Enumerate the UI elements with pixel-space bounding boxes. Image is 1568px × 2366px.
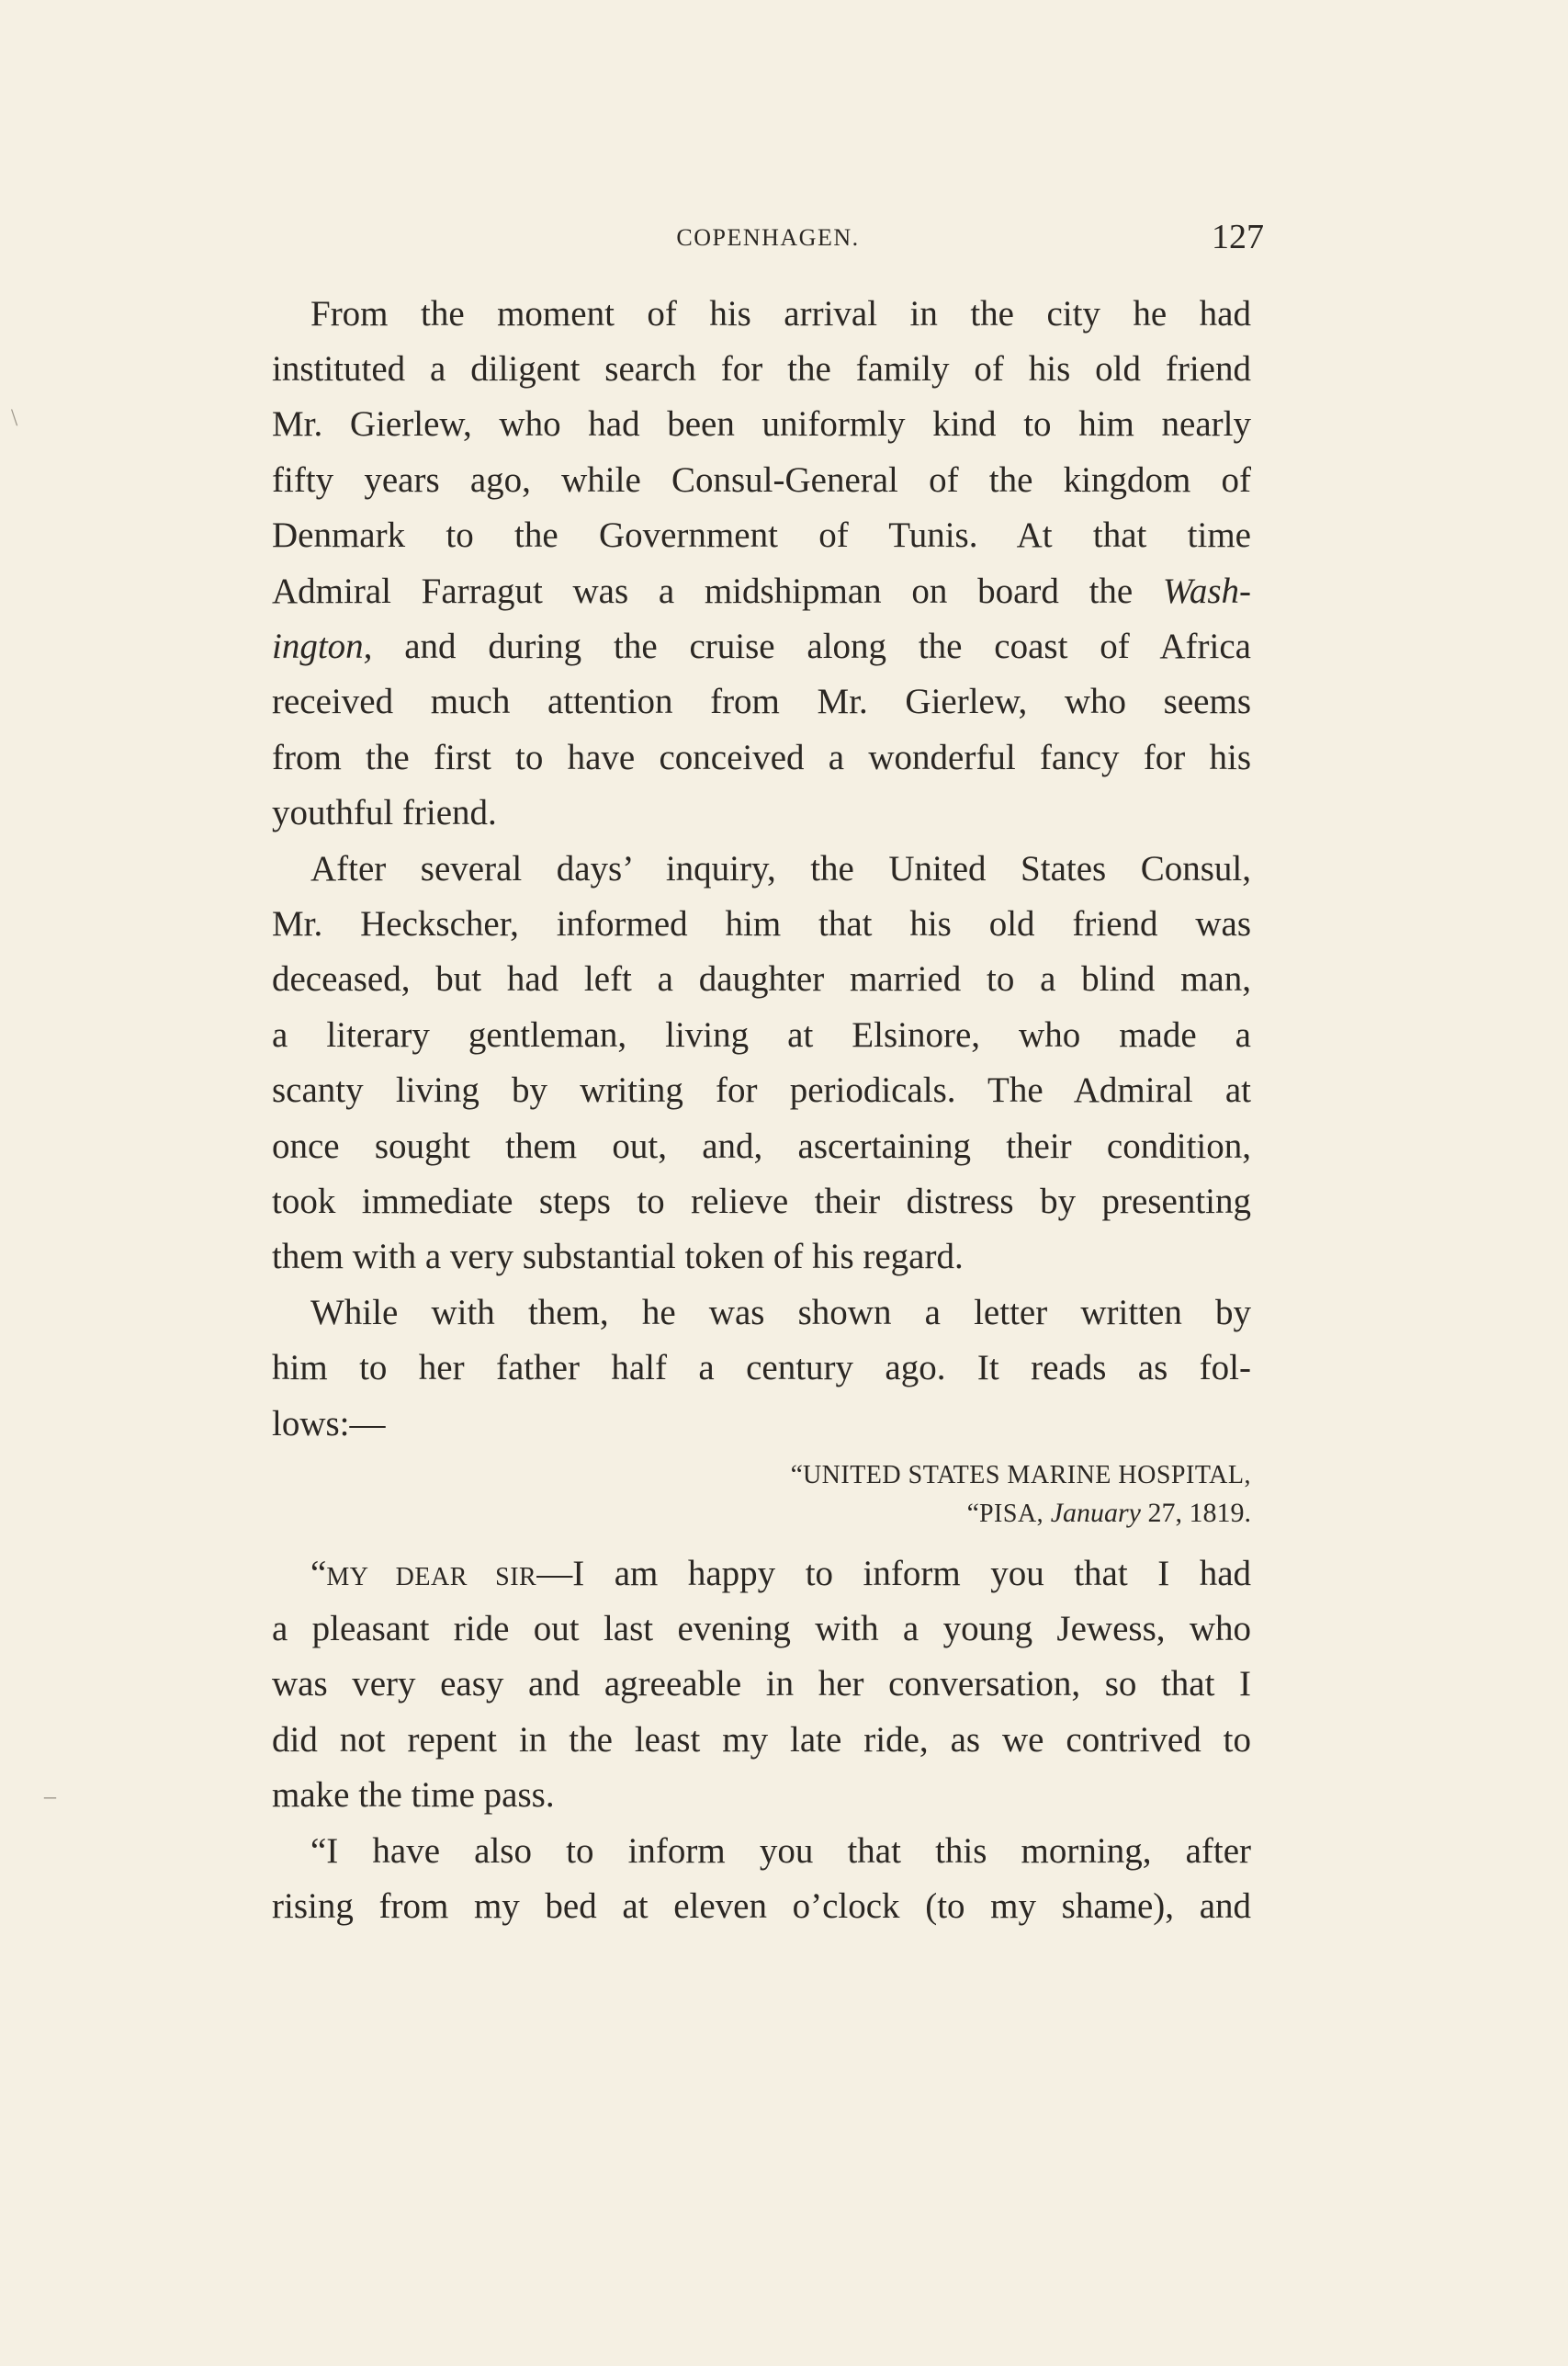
text-line: After several days’ inquiry, the United States Consul, xyxy=(310,849,1251,889)
text-line: from the first to have conceived a wonderful fancy for his xyxy=(272,738,1251,777)
text-line: took immediate steps to relieve their distress by presenting xyxy=(272,1182,1251,1221)
italic-ship-name: ington, xyxy=(272,627,373,666)
letter-line: was very easy and agreeable in her conversation, so that I xyxy=(272,1664,1251,1704)
letter-line: make the time pass. xyxy=(272,1775,555,1815)
text-line: them with a very substantial token of his regard. xyxy=(272,1237,964,1276)
text-line: once sought them out, and, ascertaining their condition, xyxy=(272,1126,1251,1166)
letter-line: a pleasant ride out last evening with a young Jewess, who xyxy=(272,1609,1251,1648)
place-name: PISA, xyxy=(978,1500,1044,1528)
running-title: COPENHAGEN. xyxy=(676,224,860,251)
text-segment: and during the cruise along the coast of Africa xyxy=(404,627,1251,666)
text-line xyxy=(272,564,1251,619)
text-segment: Admiral Farragut was a midshipman on board the xyxy=(272,572,1134,611)
text-line: a literary gentleman, living at Elsinore, who made a xyxy=(272,1015,1251,1055)
text-line: deceased, but had left a daughter married to a blind man, xyxy=(272,959,1251,999)
hospital-name: UNITED STATES MARINE HOSPITAL, xyxy=(802,1461,1251,1489)
text-line: lows:— xyxy=(272,1404,386,1443)
text-line: scanty living by writing for periodicals. The Admiral at xyxy=(272,1070,1251,1110)
text-line: received much attention from Mr. Gierlew, who seems xyxy=(272,682,1251,721)
text-line: Mr. Heckscher, informed him that his old friend was xyxy=(272,904,1251,944)
quote-mark: “ xyxy=(966,1498,979,1528)
text-line: him to her father half a century ago. It reads as fol- xyxy=(272,1348,1251,1387)
page-header xyxy=(272,217,1264,254)
letter-salutation-line xyxy=(310,1546,1251,1602)
text-line: From the moment of his arrival in the city he had xyxy=(310,294,1251,334)
page-number: 127 xyxy=(1212,218,1264,256)
text-line: instituted a diligent search for the family of his old friend xyxy=(272,349,1251,389)
text-line: youthful friend. xyxy=(272,793,497,832)
letter-dateline-address xyxy=(791,1456,1251,1493)
quote-mark: “ xyxy=(790,1459,803,1489)
italic-ship-name: Wash- xyxy=(1162,572,1251,611)
letter-line: “I have also to inform you that this morning, after xyxy=(310,1831,1251,1871)
text-line: fifty years ago, while Consul-General of the kingdom of xyxy=(272,460,1251,500)
date-month: January xyxy=(1050,1498,1141,1528)
text-segment: —I am happy to inform you that I had xyxy=(536,1554,1252,1593)
text-line: Mr. Gierlew, who had been uniformly kind to him nearly xyxy=(272,404,1251,444)
date-rest: 27, 1819. xyxy=(1147,1498,1251,1528)
letter-dateline-date xyxy=(967,1495,1251,1532)
text-line: Denmark to the Government of Tunis. At that time xyxy=(272,515,1251,555)
letter-line: rising from my bed at eleven o’clock (to my shame), and xyxy=(272,1886,1251,1926)
margin-mark: \ xyxy=(11,404,18,431)
quote-mark: “ xyxy=(310,1554,327,1593)
margin-mark: – xyxy=(44,1783,56,1809)
letter-line: did not repent in the least my late ride, as we contrived to xyxy=(272,1720,1251,1760)
text-line: While with them, he was shown a letter written by xyxy=(310,1293,1251,1332)
salutation: MY DEAR SIR xyxy=(326,1563,537,1591)
text-line xyxy=(272,619,1251,674)
